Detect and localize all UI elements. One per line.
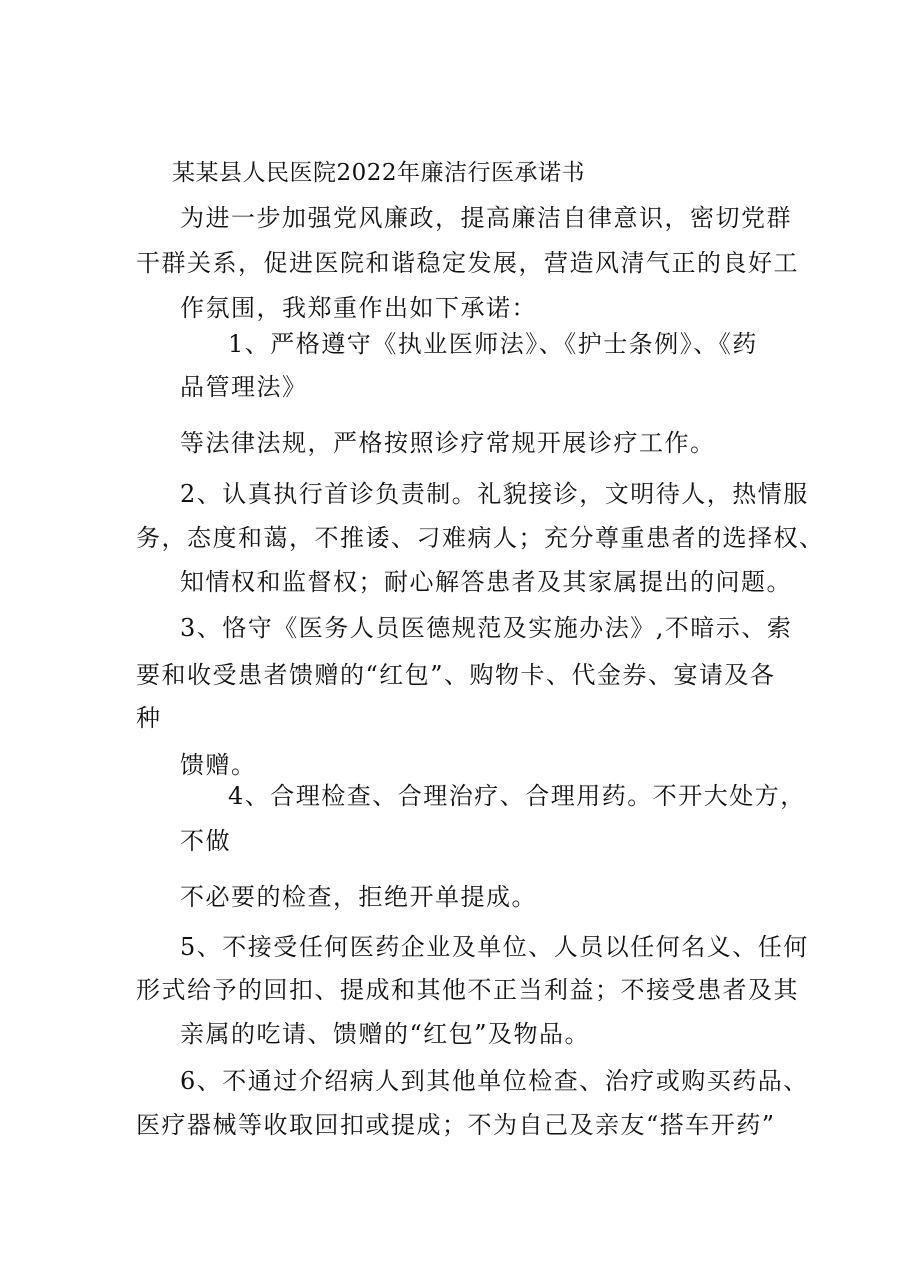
text-line: 6、不通过介绍病人到其他单位检查、治疗或购买药品、 xyxy=(180,1067,809,1095)
text-line: 5、不接受任何医药企业及单位、人员以任何名义、任何 xyxy=(180,933,809,961)
text-line: 4、合理检查、合理治疗、合理用药。不开大处方， xyxy=(228,782,806,810)
text-line: 1、严格遵守《执业医师法》、《护士条例》、《药 xyxy=(228,330,758,358)
text-line: 作氛围，我郑重作出如下承诺： xyxy=(180,294,537,322)
text-line: 务，态度和蔼，不推诿、刁难病人；充分尊重患者的选择权、 xyxy=(136,524,825,552)
text-line: 亲属的吃请、馈赠的“红包”及物品。 xyxy=(180,1020,591,1048)
text-line: 种 xyxy=(136,704,162,732)
text-line: 不必要的检查，拒绝开单提成。 xyxy=(180,883,537,911)
document-title: 某某县人民医院2022年廉洁行医承诺书 xyxy=(172,160,586,186)
text-line: 品管理法》 xyxy=(180,373,308,401)
text-line: 不做 xyxy=(180,827,231,855)
text-line: 知情权和监督权；耐心解答患者及其家属提出的问题。 xyxy=(180,568,792,596)
text-line: 2、认真执行首诊负责制。礼貌接诊，文明待人，热情服 xyxy=(180,480,809,508)
text-line: 为进一步加强党风廉政，提高廉洁自律意识，密切党群 xyxy=(180,204,792,232)
text-line: 等法律法规，严格按照诊疗常规开展诊疗工作。 xyxy=(180,429,716,457)
text-line: 医疗器械等收取回扣或提成；不为自己及亲友“搭车开药” xyxy=(136,1111,776,1139)
text-line: 要和收受患者馈赠的“红包”、购物卡、代金券、宴请及各 xyxy=(136,661,776,689)
text-line: 3、恪守《医务人员医德规范及实施办法》,不暗示、索 xyxy=(180,614,793,642)
text-line: 馈赠。 xyxy=(180,751,257,779)
text-line: 形式给予的回扣、提成和其他不正当利益；不接受患者及其 xyxy=(136,976,799,1004)
text-line: 干群关系，促进医院和谐稳定发展，营造风清气正的良好工 xyxy=(136,249,799,277)
